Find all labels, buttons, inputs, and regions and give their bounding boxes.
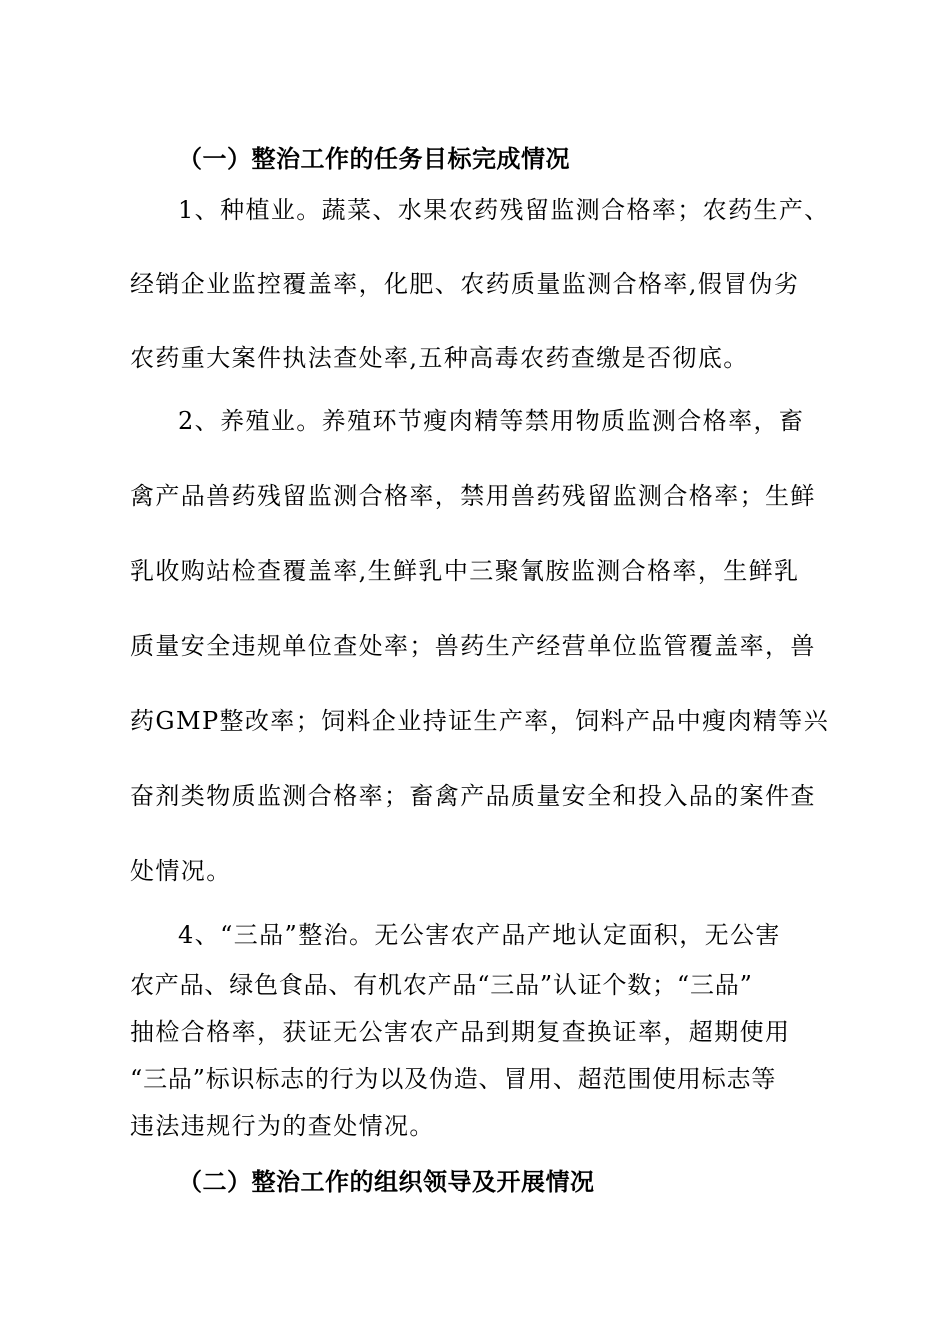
paragraph-line: 处情况。 bbox=[130, 857, 232, 885]
paragraph-line: 违法违规行为的查处情况。 bbox=[130, 1112, 435, 1140]
paragraph-line: 质量安全违规单位查处率；兽药生产经营单位监管覆盖率，兽 bbox=[130, 632, 816, 660]
section-heading-2: （二）整治工作的组织领导及开展情况 bbox=[178, 1168, 595, 1196]
paragraph-line: 乳收购站检查覆盖率,生鲜乳中三聚氰胺监测合格率，生鲜乳 bbox=[130, 557, 800, 585]
paragraph-line: 2、养殖业。养殖环节瘦肉精等禁用物质监测合格率，畜 bbox=[178, 407, 805, 435]
paragraph-line: “三品”标识标志的行为以及伪造、冒用、超范围使用标志等 bbox=[130, 1065, 777, 1093]
section-heading-1: （一）整治工作的任务目标完成情况 bbox=[178, 145, 570, 173]
paragraph-line: 1、种植业。蔬菜、水果农药残留监测合格率；农药生产、 bbox=[178, 196, 830, 224]
paragraph-line: 抽检合格率，获证无公害农产品到期复查换证率，超期使用 bbox=[130, 1018, 791, 1046]
paragraph-line: 禽产品兽药残留监测合格率，禁用兽药残留监测合格率；生鲜 bbox=[130, 482, 816, 510]
paragraph-line: 药GMP整改率；饲料企业持证生产率，饲料产品中瘦肉精等兴 bbox=[130, 707, 830, 735]
paragraph-line: 奋剂类物质监测合格率；畜禽产品质量安全和投入品的案件查 bbox=[130, 782, 816, 810]
paragraph-line: 农产品、绿色食品、有机农产品“三品”认证个数；“三品” bbox=[130, 971, 753, 999]
paragraph-line: 4、“三品”整治。无公害农产品产地认定面积，无公害 bbox=[178, 921, 781, 949]
paragraph-line: 经销企业监控覆盖率，化肥、农药质量监测合格率,假冒伪劣 bbox=[130, 270, 800, 298]
paragraph-line: 农药重大案件执法查处率,五种高毒农药查缴是否彻底。 bbox=[130, 344, 749, 372]
